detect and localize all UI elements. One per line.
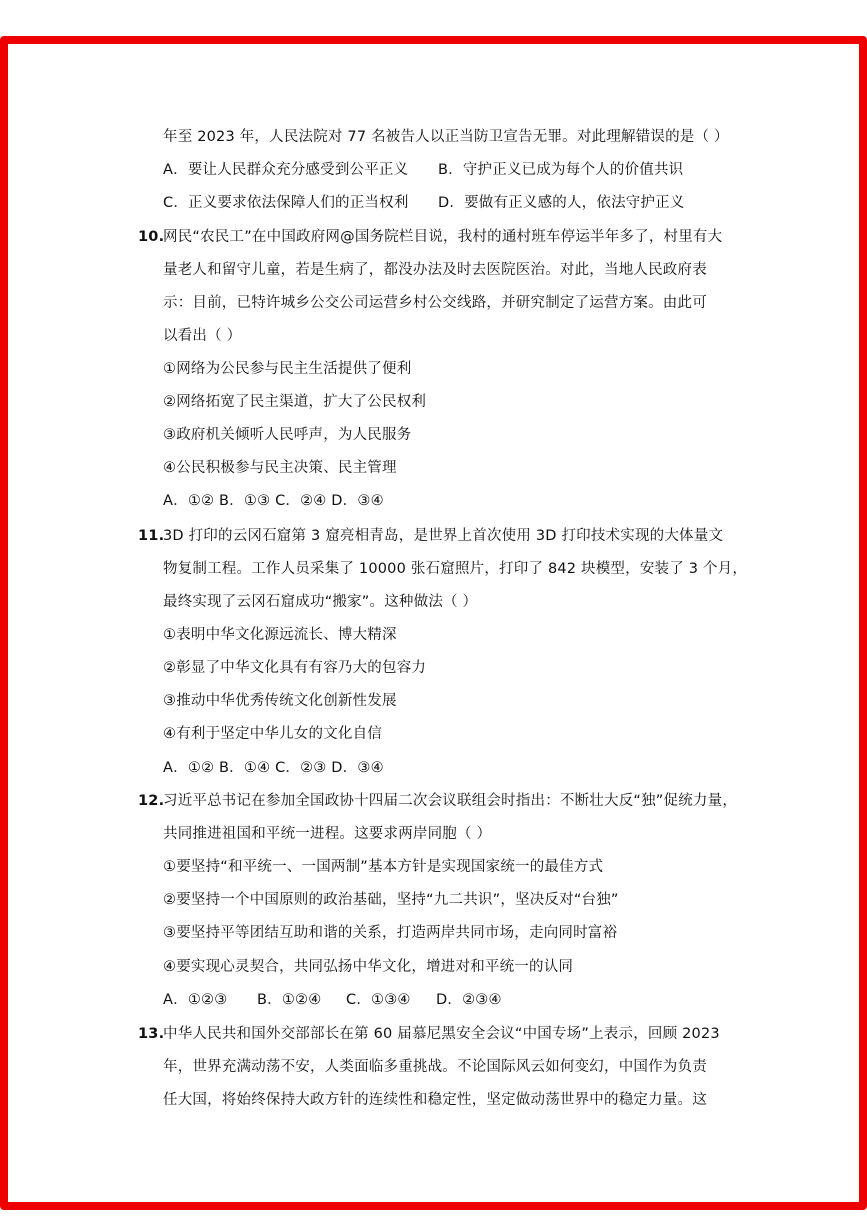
q10-stem-line: 网民“农民工”在中国政府网@国务院栏目说，我村的通村班车停运半年多了，村里有大 bbox=[163, 229, 723, 245]
q11-statement-2: ②彰显了中华文化具有有容乃大的包容力 bbox=[163, 660, 427, 676]
q10-options: A．①② B．①③ C．②④ D．③④ bbox=[163, 493, 384, 509]
q10-number: 10. bbox=[138, 229, 165, 245]
q13-number: 13. bbox=[138, 1026, 165, 1042]
q12-option-a: A．①②③ bbox=[163, 992, 228, 1008]
q10-stem-line: 以看出（ ） bbox=[163, 328, 242, 344]
q10-statement-3: ③政府机关倾听人民呼声，为人民服务 bbox=[163, 427, 412, 443]
q10-statement-1: ①网络为公民参与民主生活提供了便利 bbox=[163, 361, 412, 377]
q13-stem-line: 任大国，将始终保持大政方针的连续性和稳定性，坚定做动荡世界中的稳定力量。这 bbox=[163, 1092, 707, 1108]
q11-statement-4: ④有利于坚定中华儿女的文化自信 bbox=[163, 726, 382, 742]
q9-option-d: D．要做有正义感的人，依法守护正义 bbox=[438, 195, 685, 211]
q13-stem-line: 年，世界充满动荡不安，人类面临多重挑战。不论国际风云如何变幻，中国作为负责 bbox=[163, 1059, 707, 1075]
q12-statement-4: ④要实现心灵契合，共同弘扬中华文化，增进对和平统一的认同 bbox=[163, 959, 574, 975]
q11-number: 11. bbox=[138, 528, 165, 544]
q12-statement-3: ③要坚持平等团结互助和谐的关系，打造两岸共同市场，走向同时富裕 bbox=[163, 925, 618, 941]
q11-stem-line: 3D 打印的云冈石窟第 3 窟亮相青岛，是世界上首次使用 3D 打印技术实现的大体量文 bbox=[163, 528, 724, 544]
q9-option-c: C．正义要求依法保障人们的正当权利 bbox=[163, 195, 409, 211]
q11-options: A．①② B．①④ C．②③ D．③④ bbox=[163, 760, 384, 776]
q12-option-b: B．①②④ bbox=[257, 992, 322, 1008]
q12-statement-1: ①要坚持“和平统一、一国两制”基本方针是实现国家统一的最佳方式 bbox=[163, 859, 604, 875]
q11-statement-1: ①表明中华文化源远流长、博大精深 bbox=[163, 627, 397, 643]
q10-statement-4: ④公民积极参与民主决策、民主管理 bbox=[163, 460, 397, 476]
q12-stem-line: 习近平总书记在参加全国政协十四届二次会议联组会时指出：不断壮大反“独”促统力量， bbox=[163, 793, 738, 809]
q12-option-d: D．②③④ bbox=[436, 992, 502, 1008]
q13-stem-line: 中华人民共和国外交部部长在第 60 届慕尼黑安全会议“中国专场”上表示，回顾 2023 bbox=[163, 1026, 720, 1042]
q12-stem-line: 共同推进祖国和平统一进程。这要求两岸同胞（ ） bbox=[163, 826, 492, 842]
q9-option-a: A．要让人民群众充分感受到公平正义 bbox=[163, 162, 409, 178]
q12-statement-2: ②要坚持一个中国原则的政治基础，坚持“九二共识”，坚决反对“台独” bbox=[163, 892, 619, 908]
q12-option-c: C．①③④ bbox=[346, 992, 411, 1008]
q11-stem-line: 物复制工程。工作人员采集了 10000 张石窟照片，打印了 842 块模型，安装了 3 个月， bbox=[163, 561, 748, 577]
q9-stem-tail: 年至 2023 年，人民法院对 77 名被告人以正当防卫宣告无罪。对此理解错误的是（ ） bbox=[163, 129, 729, 145]
q10-stem-line: 量老人和留守儿童，若是生病了，都没办法及时去医院医治。对此，当地人民政府表 bbox=[163, 262, 707, 278]
q9-option-b: B．守护正义已成为每个人的价值共识 bbox=[438, 162, 684, 178]
q10-statement-2: ②网络拓宽了民主渠道，扩大了公民权利 bbox=[163, 394, 427, 410]
q11-stem-line: 最终实现了云冈石窟成功“搬家”。这种做法（ ） bbox=[163, 594, 478, 610]
q12-number: 12. bbox=[138, 793, 165, 809]
q10-stem-line: 示：目前，已特许城乡公交公司运营乡村公交线路，并研究制定了运营方案。由此可 bbox=[163, 295, 707, 311]
q11-statement-3: ③推动中华优秀传统文化创新性发展 bbox=[163, 693, 397, 709]
